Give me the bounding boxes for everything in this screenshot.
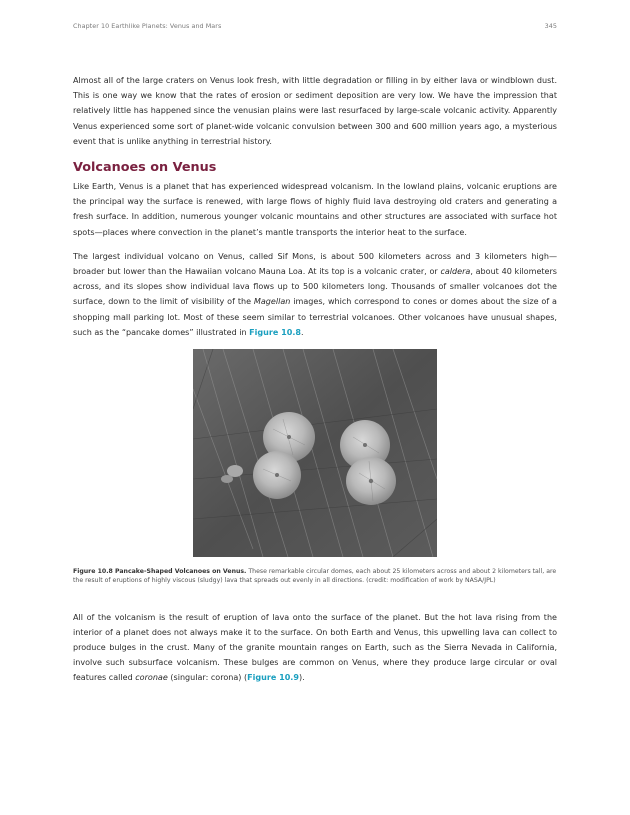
paragraph-coronae [73, 610, 557, 686]
figure-10-8-link[interactable]: Figure 10.8 [249, 327, 301, 337]
text-run: The largest individual volcano on Venus, called Sif Mons, is about 500 kilometers across and 3 kilometers high—broader but lower than the Hawaiian volcano Mauna Loa. At its top is a volcanic crater, or [73, 251, 557, 277]
term-coronae: coronae [135, 673, 168, 683]
page-number: 345 [544, 22, 557, 30]
text-run: . [301, 327, 304, 337]
term-caldera: caldera [440, 267, 471, 277]
text-run: , about 40 kilometers across, and its slopes show individual lava flows up to 500 kilometers long. Thousands of smaller volcanoes dot the surface, down to the limit of visibility of the [73, 267, 558, 307]
running-header [73, 22, 557, 34]
paragraph-sif-mons [73, 249, 557, 340]
pancake-domes-image [193, 349, 437, 557]
text-run: (singular: corona) ( [167, 673, 248, 683]
page-content [73, 73, 557, 695]
paragraph-volcanism: Like Earth, Venus is a planet that has experienced widespread volcanism. In the lowland plains, volcanic eruptions are the principal way the surface is renewed, with large flows of highly fluid lava destroying old craters and generating a fresh surface. In addition, numerous younger volcanic mountains and other structures are associated with surface hot spots—places where convection in the planet’s mantle transports the interior heat to the surface. [73, 182, 557, 237]
section-heading: Volcanoes on Venus [73, 160, 217, 176]
figure-10-9-link[interactable]: Figure 10.9 [247, 673, 299, 683]
figure-10-8 [73, 349, 557, 586]
small-dome [227, 465, 243, 477]
paragraph-craters: Almost all of the large craters on Venus look fresh, with little degradation or filling in by either lava or windblown dust. This is one way we know that the rates of erosion or sediment deposition are very low. We have the impression that relatively little has happened since the venusian plains were last resurfaced by large-scale volcanic activity. Apparently Venus experienced some sort of planet-wide volcanic convulsion between 300 and 600 million years ago, a mysterious event that is unlike anything in terrestrial history. [73, 76, 557, 146]
text-run: images, which correspond to cones or domes about the size of a shopping mall parking lot. Most of these seem similar to terrestrial volcanoes. Other volcanoes have unusual shapes, such as the “pancake domes” illustrated in [73, 297, 557, 337]
figure-label: Figure 10.8 Pancake-Shaped Volcanoes on Venus. [73, 568, 247, 576]
chapter-title: Chapter 10 Earthlike Planets: Venus and Mars [73, 22, 222, 30]
text-run: ). [298, 673, 305, 683]
figure-caption-text: These remarkable circular domes, each about 25 kilometers across and about 2 kilometers tall, are the result of eruptions of highly viscous (sludgy) lava that spreads out evenly in all directions. (credit: modification of work by NASA/JPL) [73, 568, 557, 585]
figure-caption [73, 567, 557, 586]
term-magellan: Magellan [253, 297, 291, 307]
text-run: All of the volcanism is the result of eruption of lava onto the surface of the planet. But the hot lava rising from the interior of a planet does not always make it to the surface. On both Earth and Venus, this upwelling lava can collect to produce bulges in the crust. Many of the granite mountain ranges on Earth, such as the Sierra Nevada in California, involve such subsurface volcanism. These bulges are common on Venus, where they produce large circular or oval features called [73, 612, 557, 683]
